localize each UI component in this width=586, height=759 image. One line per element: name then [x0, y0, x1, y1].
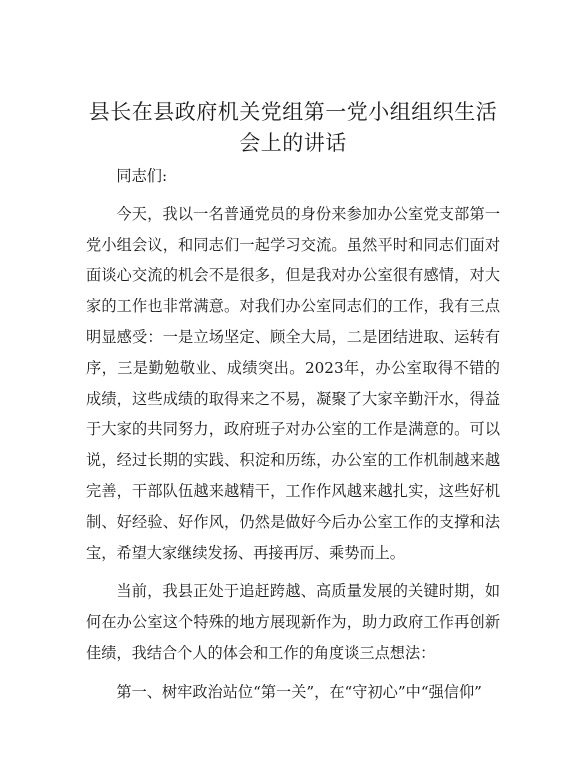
salutation: 同志们: [116, 167, 168, 185]
body-paragraph: 今天，我以一名普通党员的身份来参加办公室党支部第一党小组会议，和同志们一起学习交流。虽然平时和同志们面对面谈心交流的机会不是很多，但是我对办公室很有感情，对大家的工作也非常满意。对我们办公室同志们的工作，我有三点明显感受：一是立场坚定、顾全大局，二是团结进取、运转有序，三是勤勉敬业、成绩突出。2023年，办公室取得不错的成绩，这些成绩的取得来之不易，凝聚了大家辛勤汗水，得益于大家的共同努力，政府班子对办公室的工作是满意的。可以说，经过长期的实践、积淀和历练，办公室的工作机制越来越完善，干部队伍越来越精干，工作作风越来越扎实，这些好机制、好经验、好作风，仍然是做好今后办公室工作的支撑和法宝，希望大家继续发扬、再接再厉、乘势而上。 [86, 204, 500, 562]
body-paragraph: 当前，我县正处于追赶跨越、高质量发展的关键时期，如何在办公室这个特殊的地方展现新作为，助力政府工作再创新佳绩，我结合个人的体会和工作的角度谈三点想法： [86, 582, 500, 662]
document-body [86, 161, 500, 716]
document-title: 县长在县政府机关党组第一党小组组织生活会上的讲话 [88, 100, 498, 155]
section-heading: 第一、树牢政治站位“第一关”，在“守初心”中“强信仰” [116, 682, 482, 701]
